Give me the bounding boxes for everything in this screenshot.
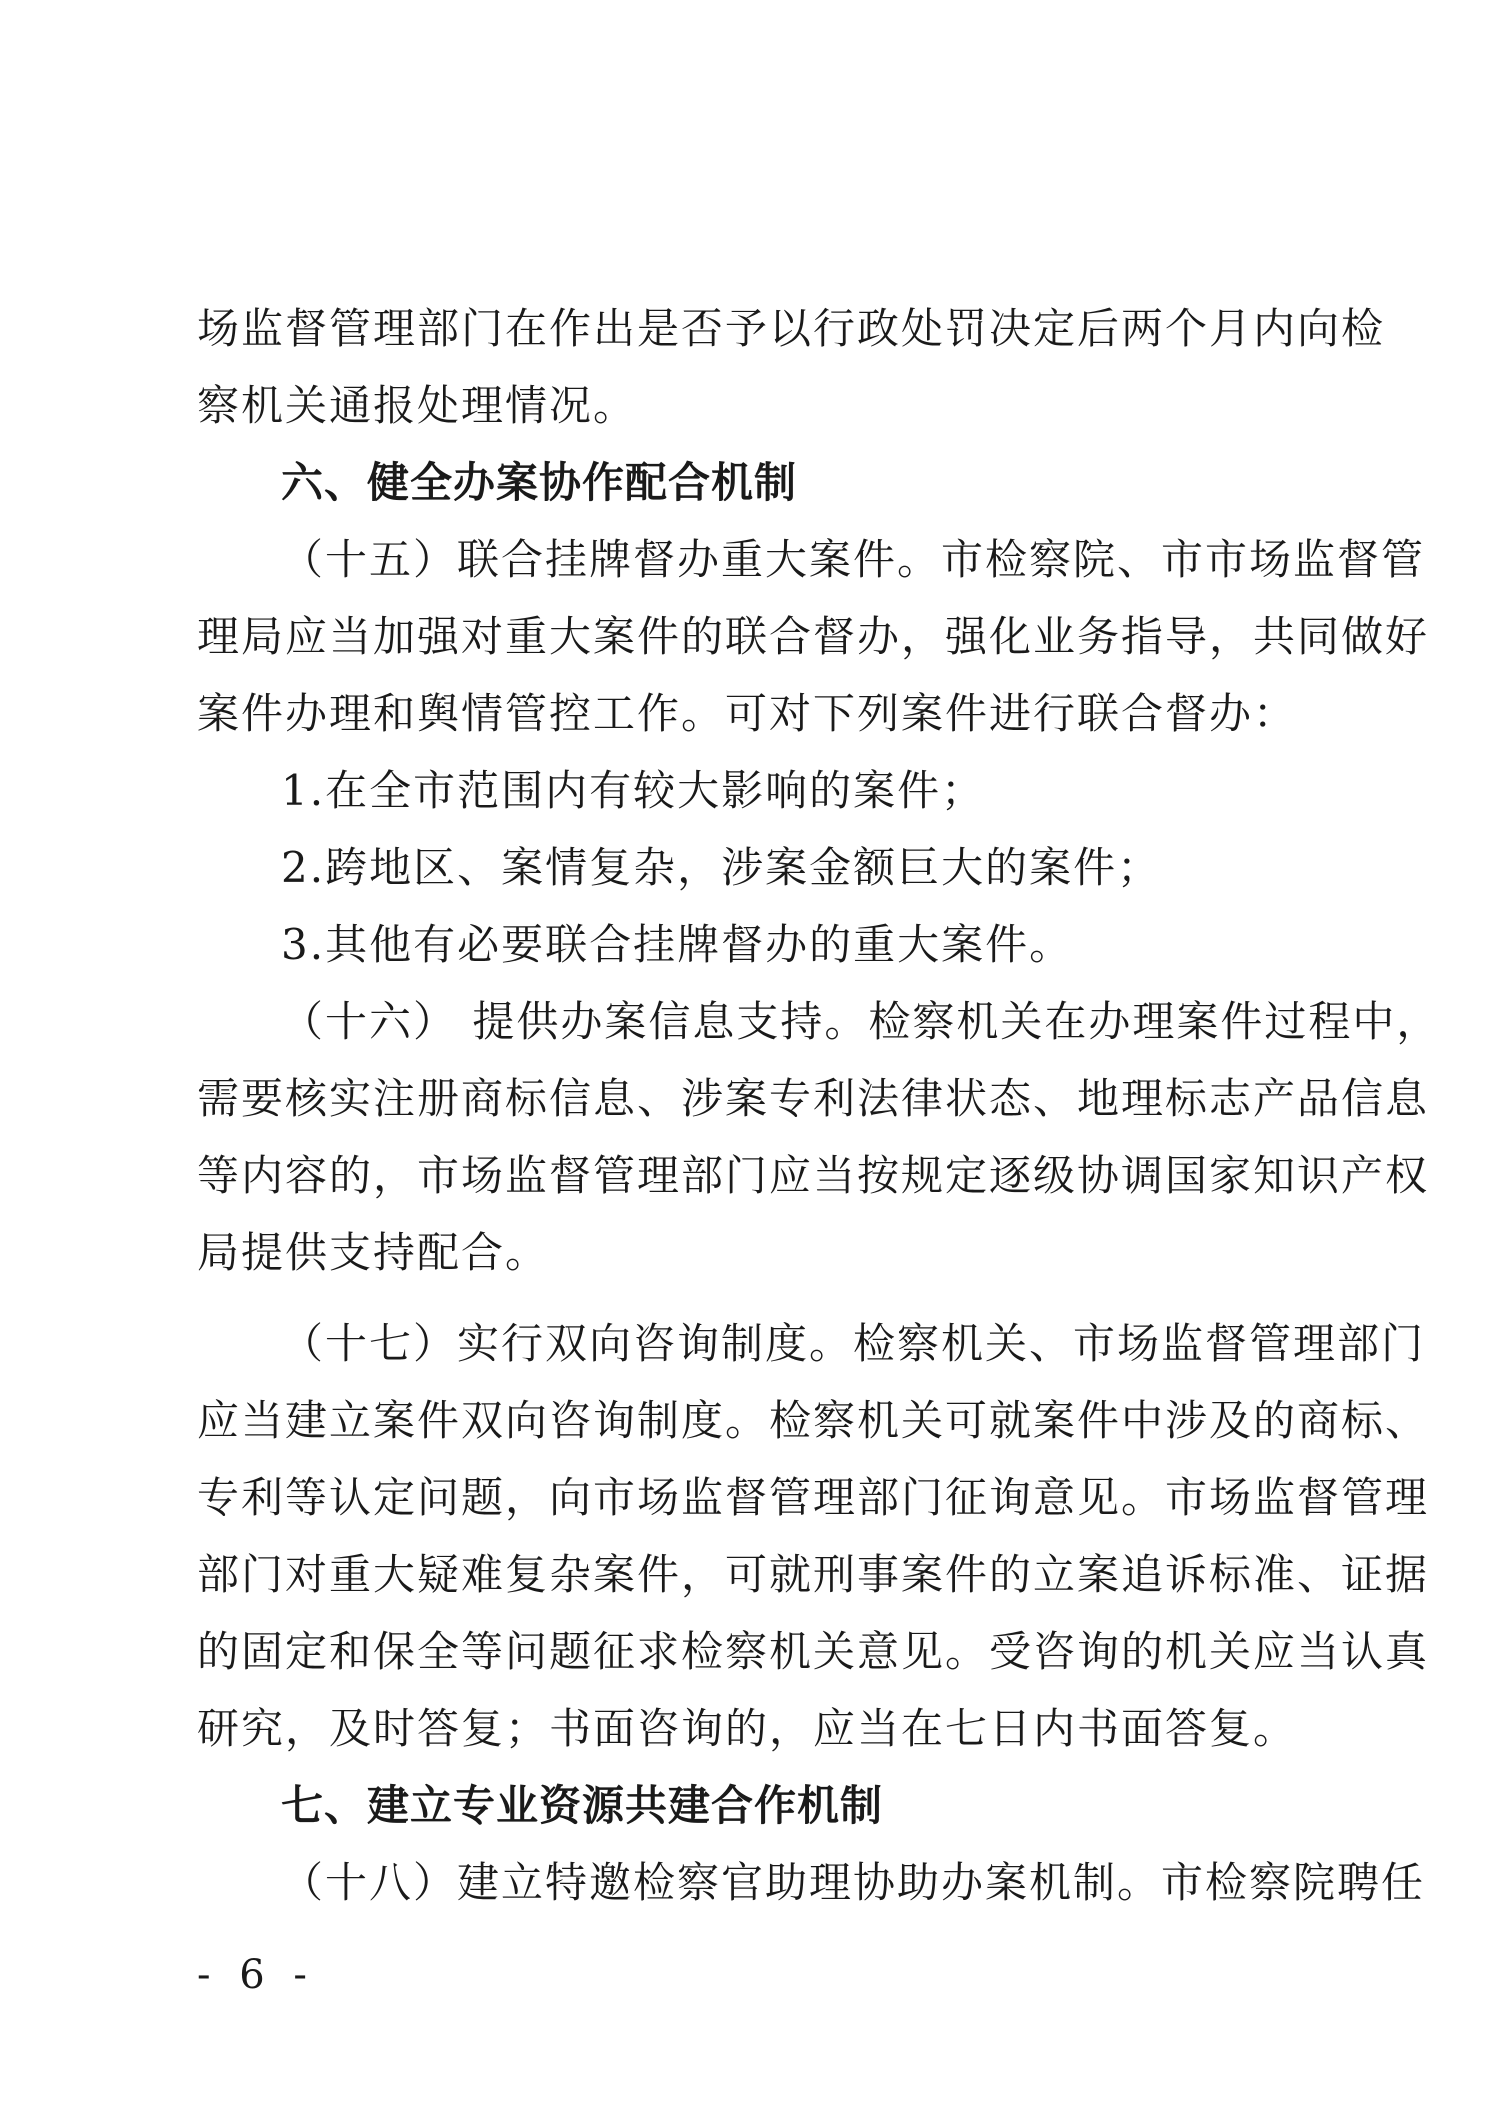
paragraph-gap <box>197 1291 1297 1305</box>
paragraph-line: 理局应当加强对重大案件的联合督办，强化业务指导，共同做好 <box>197 612 1430 661</box>
paragraph-line: （十七）实行双向咨询制度。检察机关、市场监督管理部门 <box>281 1319 1426 1368</box>
list-item: 1.在全市范围内有较大影响的案件； <box>281 766 986 815</box>
paragraph-line: 察机关通报处理情况。 <box>197 381 638 430</box>
paragraph-line: 等内容的，市场监督管理部门应当按规定逐级协调国家知识产权 <box>197 1151 1430 1200</box>
paragraph-line: 部门对重大疑难复杂案件，可就刑事案件的立案追诉标准、证据 <box>197 1550 1430 1599</box>
list-item: 2.跨地区、案情复杂，涉案金额巨大的案件； <box>281 843 1162 892</box>
paragraph-line: 局提供支持配合。 <box>197 1228 550 1277</box>
paragraph-line: （十六） 提供办案信息支持。检察机关在办理案件过程中， <box>281 997 1441 1046</box>
section-heading-6: 六、健全办案协作配合机制 <box>281 458 798 507</box>
paragraph-line: （十五）联合挂牌督办重大案件。市检察院、市市场监督管 <box>281 535 1426 584</box>
document-body <box>197 290 1441 1921</box>
paragraph-line: （十八）建立特邀检察官助理协助办案机制。市检察院聘任 <box>281 1858 1426 1907</box>
paragraph-line: 需要核实注册商标信息、涉案专利法律状态、地理标志产品信息 <box>197 1074 1430 1123</box>
paragraph-line: 案件办理和舆情管控工作。可对下列案件进行联合督办： <box>197 689 1298 738</box>
paragraph-line: 场监督管理部门在作出是否予以行政处罚决定后两个月内向检 <box>197 304 1386 353</box>
paragraph-line: 的固定和保全等问题征求检察机关意见。受咨询的机关应当认真 <box>197 1627 1430 1676</box>
section-heading-7: 七、建立专业资源共建合作机制 <box>281 1781 884 1830</box>
paragraph-line: 研究，及时答复；书面咨询的，应当在七日内书面答复。 <box>197 1704 1298 1753</box>
paragraph-line: 专利等认定问题，向市场监督管理部门征询意见。市场监督管理 <box>197 1473 1430 1522</box>
paragraph-line: 应当建立案件双向咨询制度。检察机关可就案件中涉及的商标、 <box>197 1396 1430 1445</box>
list-item: 3.其他有必要联合挂牌督办的重大案件。 <box>281 920 1074 969</box>
page-number: - 6 - <box>197 1952 315 1998</box>
